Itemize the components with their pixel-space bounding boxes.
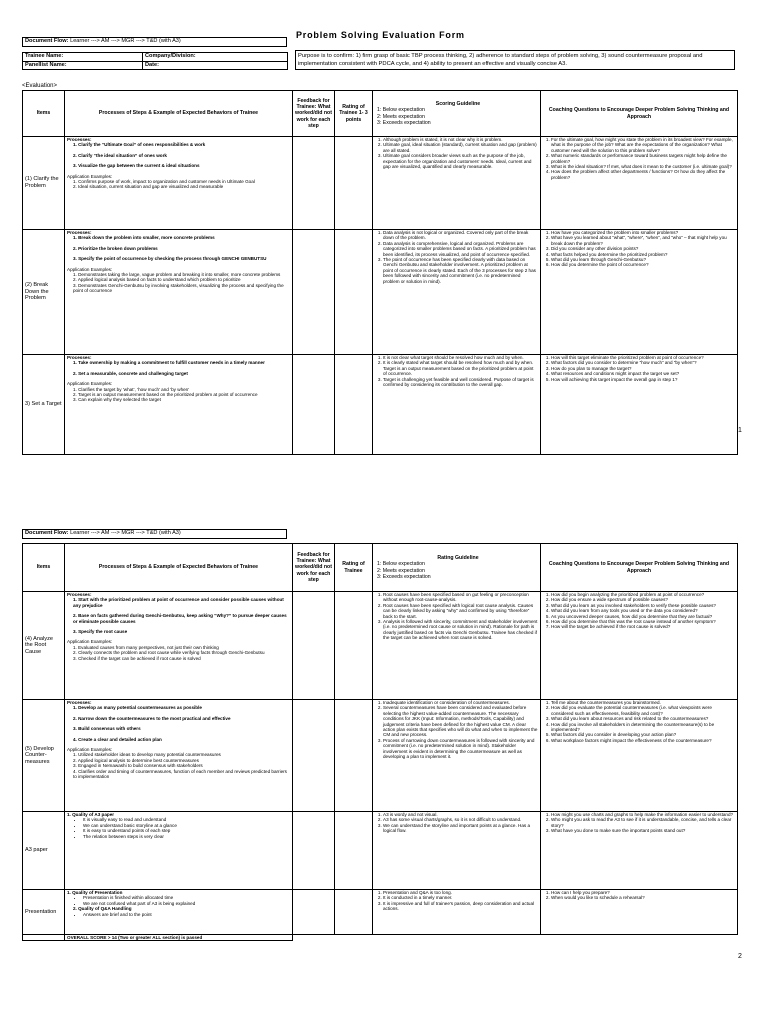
coaching-question: 6. How did you determine that this was the root cause instead of another symptom? <box>551 619 735 624</box>
table-row <box>23 230 738 355</box>
bullet-list <box>67 817 290 839</box>
guideline-list <box>375 137 538 169</box>
page-number: 2 <box>738 953 742 960</box>
doc-flow-cell <box>23 38 287 47</box>
doc-flow-table <box>22 37 287 47</box>
item-name: (1) Clarify the Problem <box>23 137 65 230</box>
guideline-item: 3. It is impressive and full of trainee's passion, deep consideration and actual actions. <box>383 901 538 912</box>
col-rating: Rating of Trainee <box>335 544 373 592</box>
coaching-question: 4. What resources and conditions might impact the target we set? <box>551 371 735 376</box>
coaching-question: 5. What factors did you consider in developing your action plan? <box>551 732 735 737</box>
bullet-list <box>67 912 290 917</box>
application-example: 2. Ideal situation, current situation and gap are visualized and measurable <box>73 184 224 190</box>
feedback-cell[interactable] <box>293 137 335 230</box>
bullet-item: • Presentation is finished within allocated time <box>83 895 290 900</box>
coaching-question: 3. What is the ideal situation? If met, what does it mean to the customer (i.e. ultimate goal)? <box>551 164 735 169</box>
bullet-list <box>67 895 290 906</box>
process-label: Processes: <box>67 230 92 235</box>
feedback-cell[interactable] <box>293 230 335 355</box>
process-step: 1. Clarify the “Ultimate Goal” of ones responsibilities & work <box>73 142 206 148</box>
empty-cell <box>23 935 65 941</box>
application-example: 3. Engaged in Nemawashi to build consensus with stakeholders <box>73 763 203 769</box>
process-cell <box>65 592 293 700</box>
process-step: 2. Prioritize the broken down problems <box>73 245 158 251</box>
guideline-list <box>375 230 538 284</box>
bullet-item: • It is visually easy to read and understand <box>83 817 290 822</box>
coaching-question: 6. How did you determine the point of occurrence? <box>551 262 735 267</box>
guideline-item: 2. Root causes have been specified with logical root cause analysis. Causes can be clearly linked by asking “why” and confirmed by using “therefore” back to the start. <box>383 603 538 619</box>
item-name: (4) Analyze the Root Cause <box>23 592 65 700</box>
coaching-question: 2. How did you evaluate the potential countermeasures (i.e. what viewpoints were considered such as effectiveness, feasibility and cost)? <box>551 705 735 716</box>
application-label: Application Examples: <box>67 381 113 387</box>
process-step: 1. Start with the prioritized problem at point of occurrence and consider possible causes without any prejudice <box>73 597 284 608</box>
coaching-question: 3. Did you consider any other division points? <box>551 246 735 251</box>
guideline-item: 3. Target is challenging yet feasible and well considered. Purpose of target is confirmed by considering its contribution to the overall gap. <box>383 377 538 388</box>
coaching-question: 2. How did you ensure a wide spectrum of possible causes? <box>551 597 735 602</box>
feedback-cell[interactable] <box>293 700 335 812</box>
coaching-question: 3. What have you done to make sure the important points stand out? <box>551 828 735 833</box>
col-guideline <box>373 544 541 592</box>
guideline-item: 3. Ultimate goal considers broader views such as the purpose of the job, expectation for the organization and customers' needs. Ideal, current and gap are visualized, quantified and clearly measurable. <box>383 153 538 169</box>
application-example: 1. Evaluated causes from many perspectives, not just their own thinking <box>73 644 219 650</box>
process-cell <box>65 812 293 890</box>
doc-flow-value: Learner ---> AM ---> MGR ---> T&D (with A3) <box>70 38 181 44</box>
process-cell <box>65 890 293 935</box>
coaching-question: 1. How have you categorized the problem into smaller problems? <box>551 230 735 235</box>
guideline-list <box>375 355 538 387</box>
guideline-cell <box>373 700 541 812</box>
col-items: Items <box>23 91 65 137</box>
process-step: 2. Clarify “the ideal situation” of ones work <box>73 152 167 158</box>
guideline-item: 1. Data analysis is not logical or organized. Covered only part of the break down of the problem. <box>383 230 538 241</box>
guideline-cell <box>373 137 541 230</box>
coaching-cell <box>541 890 738 935</box>
company-division-field[interactable]: Company/Division: <box>143 53 288 62</box>
process-label: 2. Quality of Q&A Handling <box>73 906 132 912</box>
table-row <box>23 890 738 935</box>
process-label: Processes: <box>67 592 92 597</box>
col-process: Processes of Steps & Example of Expected Behaviors of Trainee <box>65 91 293 137</box>
application-label: Application Examples: <box>67 639 113 645</box>
application-label: Application Examples: <box>67 266 113 272</box>
coaching-question: 4. What did you learn from any tools you used or the data you considered? <box>551 608 735 613</box>
table-row <box>23 355 738 455</box>
guideline-cell <box>373 890 541 935</box>
coaching-question: 3. What did you learn as you involved stakeholders to verify these possible causes? <box>551 603 735 608</box>
guideline-list <box>375 812 538 834</box>
guideline-cell <box>373 230 541 355</box>
trainee-name-field[interactable]: Trainee Name: <box>23 53 143 62</box>
overall-score-row <box>23 935 738 941</box>
purpose-statement: Purpose is to confirm: 1) firm grasp of basic TBP process thinking, 2) adherence to standard steps of problem solving, 3) sound countermeasure proposal and implementation consistent with PDCA cycle, and 4) ability to present an effective and visually concise A3. <box>295 50 735 70</box>
doc-flow-label: Document Flow: <box>25 38 69 44</box>
coaching-list <box>543 137 735 180</box>
process-cell <box>65 230 293 355</box>
coaching-list <box>543 230 735 268</box>
table-row <box>23 812 738 890</box>
guideline-list <box>375 592 538 641</box>
guideline-item: 2. A3 has some visual charts/graphs, so it is not difficult to understand. <box>383 817 538 822</box>
coaching-question: 2. Who might you ask to read the A3 to see if it is understandable, concise, and tells a clear story? <box>551 817 735 828</box>
guideline-title: Rating Guideline <box>437 555 479 562</box>
trainee-info-table <box>22 52 288 70</box>
coaching-list <box>543 700 735 743</box>
coaching-cell <box>541 700 738 812</box>
item-name: (2) Break Down the Problem <box>23 230 65 355</box>
guideline-item: 2. It is clearly stated what target should be resolved how much and by when. Target is an output measurement based on the prioritized problem at point of occurrence. <box>383 360 538 376</box>
process-label: 1. Quality of A3 paper <box>67 812 115 817</box>
coaching-cell <box>541 812 738 890</box>
evaluation-label: <Evaluation> <box>22 83 58 89</box>
doc-flow-cell <box>23 530 287 539</box>
guideline-1: 1: Below expectation <box>377 561 425 568</box>
feedback-cell[interactable] <box>293 592 335 700</box>
guideline-2: 2: Meets expectation <box>377 113 425 120</box>
process-cell <box>65 355 293 455</box>
application-label: Application Examples: <box>67 173 113 179</box>
col-items: Items <box>23 544 65 592</box>
application-example: 3. Demonstrates Genchi-Genbutsu by involving stakeholders, visualizing the process and specifying the point of occurrence <box>73 282 284 294</box>
overall-score-text: OVERALL SCORE > 14 (Two or greater ALL section) is passed <box>65 935 293 941</box>
item-name: A3 paper <box>23 812 65 890</box>
guideline-item: 1. Root causes have been specified based on gut feeling or preconception without enough root-cause-analysis. <box>383 592 538 603</box>
coaching-cell <box>541 230 738 355</box>
coaching-question: 3. What did you learn about resources and risk related to the countermeasures? <box>551 716 735 721</box>
col-coaching: Coaching Questions to Encourage Deeper Problem Solving Thinking and Approach <box>541 91 738 137</box>
guideline-cell <box>373 812 541 890</box>
process-cell <box>65 700 293 812</box>
bullet-item: • It is easy to understand points of each step <box>83 828 290 833</box>
guideline-2: 2: Meets expectation <box>377 567 425 574</box>
coaching-question: 4. What facts helped you determine the prioritized problem? <box>551 252 735 257</box>
doc-flow-table-page2 <box>22 529 287 539</box>
coaching-cell <box>541 592 738 700</box>
guideline-1: 1: Below expectation <box>377 107 425 114</box>
coaching-list <box>543 890 735 901</box>
application-example: 2. Applied logical analysis to determine best countermeasures <box>73 757 199 763</box>
application-example: 1. Demonstrates taking the large, vague problem and breaking it into smaller, more concrete problems <box>73 272 281 278</box>
feedback-cell[interactable] <box>293 812 335 890</box>
coaching-question: 1. How can I help you prepare? <box>551 890 735 895</box>
coaching-question: 1. How might you use charts and graphs to help make the information easier to understand? <box>551 812 735 817</box>
rating-cell[interactable] <box>335 812 373 890</box>
guideline-item: 2. It is conducted in a timely manner. <box>383 895 538 900</box>
feedback-cell[interactable] <box>293 355 335 455</box>
coaching-question: 5. What did you learn through Genchi-Genbutsu? <box>551 257 735 262</box>
application-label: Application Examples: <box>67 747 113 753</box>
coaching-question: 2. What numeric standards or performance toward business targets might help define the problem? <box>551 153 735 164</box>
col-process: Processes of Steps & Example of Expected Behaviors of Trainee <box>65 544 293 592</box>
guideline-3: 3: Exceeds expectation <box>377 119 431 126</box>
bullet-item: • Answers are brief and to the point <box>83 912 290 917</box>
guideline-item: 3. Process of narrowing down countermeasures is followed with sincerity and commitment (i.e. no predetermined solution in mind). Stakeholder involvement is evident in determining the countermeasure as well as developing a plan to implement it. <box>383 738 538 760</box>
guideline-list <box>375 890 538 912</box>
process-step: 2. Set a measurable, concrete and challenging target <box>73 370 188 376</box>
item-name: 3) Set a Target <box>23 355 65 455</box>
guideline-item: 2. Data analysis is comprehensive, logical and organized. Problems are categorized into smaller problems based on facts. A prioritized problem has been identified, its process visualized, and point of occurrence specified. <box>383 241 538 257</box>
application-example: 2. Clearly connects the problem and root cause while verifying facts through Genchi-Genbutsu <box>73 650 265 656</box>
guideline-cell <box>373 355 541 455</box>
guideline-cell <box>373 592 541 700</box>
process-step: 1. Break down the problem into smaller, more concrete problems <box>73 235 215 241</box>
guideline-item: 2. Ultimate goal, ideal situation (standard), current situation and gap (problem) are all stated. <box>383 142 538 153</box>
panellist-name-field[interactable]: Panellist Name: <box>23 61 143 70</box>
process-cell <box>65 137 293 230</box>
process-step: 1. Develop as many potential countermeasures as possible <box>73 705 202 711</box>
date-field[interactable]: Date: <box>143 61 288 70</box>
guideline-item: 3. We can understand the storyline and important points at a glance. Has a logical flow. <box>383 823 538 834</box>
coaching-question: 2. When would you like to schedule a rehearsal? <box>551 895 735 900</box>
doc-flow-label: Document Flow: <box>25 530 69 536</box>
guideline-item: 1. A3 is wordy and not visual. <box>383 812 538 817</box>
item-name: Presentation <box>23 890 65 935</box>
coaching-question: 4. How did you involve all stakeholders in determining the countermeasure(s) to be implemented? <box>551 722 735 733</box>
coaching-question: 2. What factors did you consider to determine “how much” and “by when”? <box>551 360 735 365</box>
rating-cell[interactable] <box>335 592 373 700</box>
coaching-question: 2. What have you learned about “what”, “where”, “when”, and “who” – that might help you break down the problem? <box>551 235 735 246</box>
process-label: 1. Quality of Presentation <box>67 890 123 895</box>
guideline-item: 1. Although problem is stated, it is not clear why it is problem. <box>383 137 538 142</box>
rating-cell[interactable] <box>335 700 373 812</box>
guideline-item: 2. Several countermeasures have been considered and evaluated before selecting the highest value-added countermeasure. The necessary conditions for JKK (Input: Information, methods/Tools, Capability) and judgement criteria have been defined for the highest value CM. A clear action plan exists that specifies who will do what and when to implement the CM and new process. <box>383 705 538 737</box>
guideline-item: 3. The point of occurrence has been specified clearly with data based on Genchi Genbutsu and stakeholder involvement. A prioritized problem at point of occurrence is clearly stated. Each of the 3 processes for step 2 has been followed with sincerity and commitment (i.e. no predetermined problem or solution in mind). <box>383 257 538 284</box>
process-step: 3. Specify the point of occurrence by checking the process through GENCHI GENBUTSU <box>73 256 267 262</box>
coaching-question: 5. How will achieving this target impact the overall gap in step 1? <box>551 377 735 382</box>
coaching-question: 5. As you uncovered deeper causes, how did you determine that they are factual? <box>551 614 735 619</box>
application-example: 1. Clarifies the target by ‘what’, ‘how much’ and ‘by when’ <box>73 386 190 392</box>
process-label: Processes: <box>67 700 92 705</box>
rating-cell[interactable] <box>335 230 373 355</box>
application-example: 1. Utilized stakeholder ideas to develop many potential countermeasures <box>73 752 221 758</box>
col-feedback: Feedback for Trainee: What worked/did not work for each step <box>293 91 335 137</box>
coaching-question: 1. How did you begin analyzing the prioritized problem at point of occurrence? <box>551 592 735 597</box>
coaching-question: 1. How will this target eliminate the prioritized problem at point of occurrence? <box>551 355 735 360</box>
coaching-list <box>543 592 735 630</box>
process-step: 1. Take ownership by making a commitment to fulfill customer needs in a timely manner <box>73 360 265 366</box>
application-example: 2. Target is an output measurement based on the prioritized problem at point of occurrence <box>73 392 258 398</box>
coaching-cell <box>541 137 738 230</box>
coaching-list <box>543 355 735 382</box>
process-label: Processes: <box>67 355 92 360</box>
process-step: 3. Visualize the gap between the current & ideal situations <box>73 163 200 169</box>
evaluation-table-page2 <box>22 543 738 941</box>
evaluation-table-page1 <box>22 90 738 455</box>
application-example: 3. Checked if the target can be achieved if root cause is solved <box>73 655 201 661</box>
process-step: 2. Narrow down the countermeasures to the most practical and effective <box>73 715 231 721</box>
process-step: 3. Build consensus with others <box>73 726 141 732</box>
doc-flow-value: Learner ---> AM ---> MGR ---> T&D (with A3) <box>70 530 181 536</box>
process-step: 2. Base on facts gathered during Genchi-Genbutsu, keep asking “Why?” to pursue deeper causes or eliminate possible causes <box>73 613 287 624</box>
coaching-cell <box>541 355 738 455</box>
col-feedback: Feedback for Trainee: What worked/did not work for each step <box>293 544 335 592</box>
col-guideline <box>373 91 541 137</box>
table-row <box>23 700 738 812</box>
bullet-item: • We are not confused what part of A3 is being explained <box>83 901 290 906</box>
coaching-list <box>543 812 735 834</box>
application-example: 4. Clarifies order and timing of countermeasures, function of each member and reviews predicted barriers to implementation <box>73 768 287 780</box>
feedback-cell[interactable] <box>293 890 335 935</box>
process-step: 3. Specify the root cause <box>73 629 128 635</box>
table-row <box>23 592 738 700</box>
application-example: 3. Can explain why they selected the target <box>73 397 161 403</box>
coaching-question: 4. How does the problem affect other departments / functions? Or how do they affect the problem? <box>551 169 735 180</box>
coaching-question: 6. What workplace factors might impact the effectiveness of the countermeasure? <box>551 738 735 743</box>
bullet-item: • We can understand basic storyline at a glance <box>83 823 290 828</box>
coaching-question: 3. How do you plan to manage the target? <box>551 366 735 371</box>
process-label: Processes: <box>67 137 92 142</box>
bullet-item: • The relation between steps is very clear <box>83 834 290 839</box>
coaching-question: 1. For the ultimate goal, how might you state the problem in its broadest view? For example, what is the purpose of the job? What are the expectations of the organization? What customer need will the solution to this problem solve? <box>551 137 735 153</box>
guideline-item: 3. Analysis is followed with sincerity, commitment and stakeholder involvement (i.e. no predetermined root cause or solution in mind). Rationale for path is clearly justified based on facts via Genchi Genbutsu. Trainee has checked if the target can be achieved when root cause is solved. <box>383 619 538 641</box>
guideline-item: 1. Presentation and Q&A is too long. <box>383 890 538 895</box>
guideline-3: 3: Exceeds expectation <box>377 573 431 580</box>
coaching-question: 1. Tell me about the countermeasures you brainstormed. <box>551 700 735 705</box>
process-step: 4. Create a clear and detailed action plan <box>73 736 162 742</box>
guideline-item: 1. Inadequate identification or consideration of countermeasures. <box>383 700 538 705</box>
col-coaching: Coaching Questions to Encourage Deeper Problem Solving Thinking and Approach <box>541 544 738 592</box>
rating-cell[interactable] <box>335 137 373 230</box>
form-title: Problem Solving Evaluation Form <box>296 30 465 40</box>
guideline-title: Scoring Guideline <box>435 101 481 108</box>
coaching-question: 7. How will the target be achieved if the root cause is solved? <box>551 624 735 629</box>
rating-cell[interactable] <box>335 890 373 935</box>
page-number: 1 <box>738 427 742 434</box>
application-example: 2. Applied logical analysis based on facts to understand which problem to prioritize <box>73 277 241 283</box>
table-row <box>23 137 738 230</box>
rating-cell[interactable] <box>335 355 373 455</box>
application-example: 1. Confirms purpose of work, impact to organization and customer needs in Ultimate Goal <box>73 179 255 185</box>
col-rating: Rating of Trainee 1- 3 points <box>335 91 373 137</box>
guideline-list <box>375 700 538 759</box>
guideline-item: 1. It is not clear what target should be resolved how much and by when. <box>383 355 538 360</box>
item-name: (5) Develop Counter-measures <box>23 700 65 812</box>
